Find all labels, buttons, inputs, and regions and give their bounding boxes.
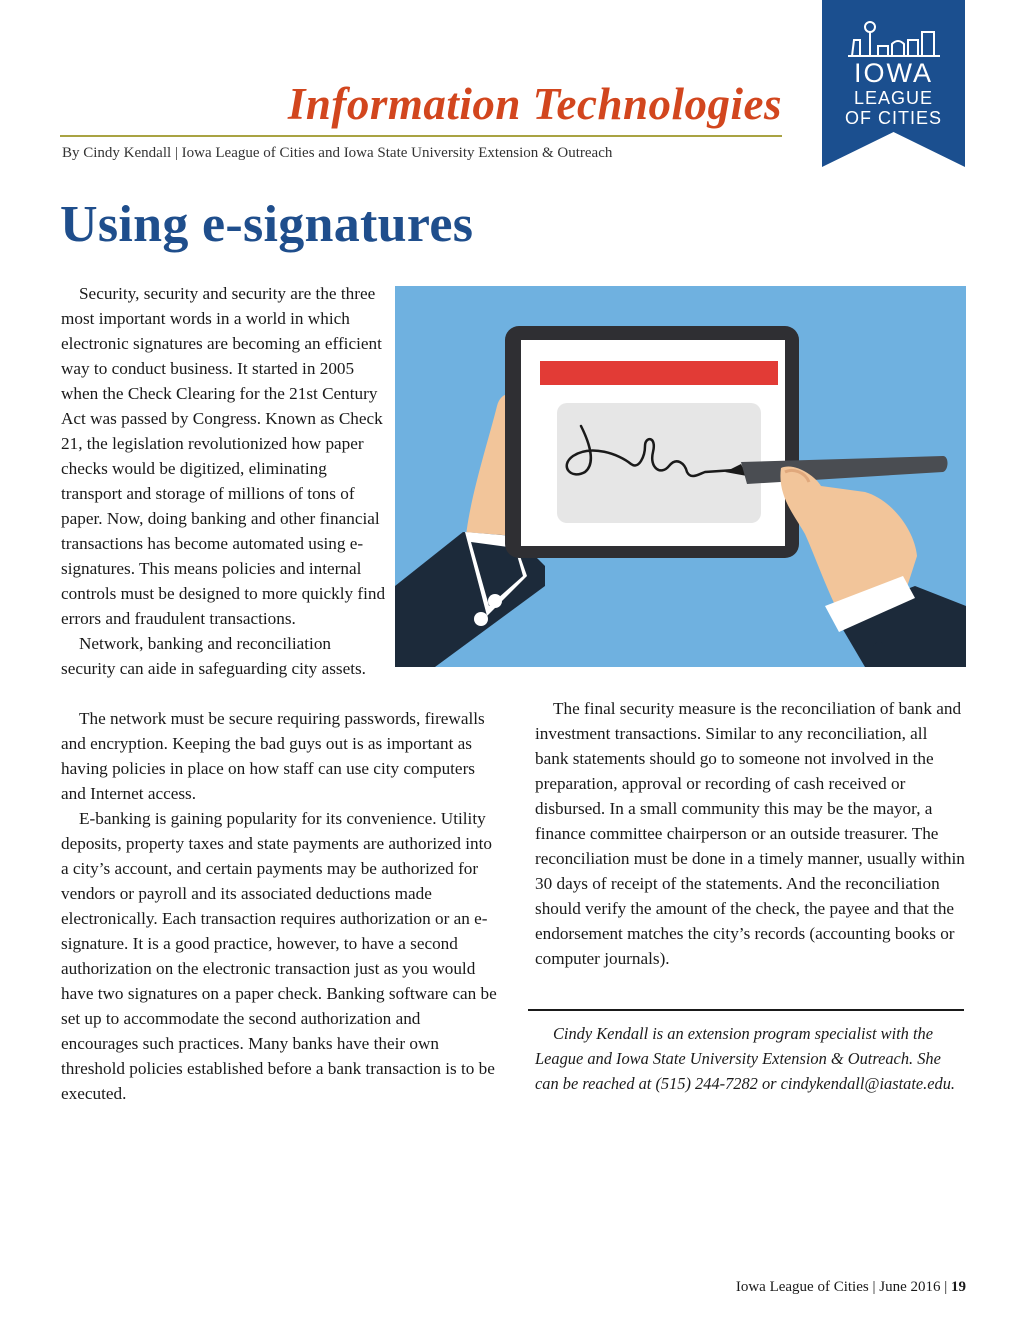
iowa-league-logo[interactable] xyxy=(822,0,965,167)
article-title: Using e-signatures xyxy=(60,196,474,253)
logo-iowa-text: IOWA xyxy=(854,58,933,88)
footer-separator: | xyxy=(872,1279,880,1295)
author-bio: Cindy Kendall is an extension program specialist with the League and Iowa State University Extension & Outreach. She can be reached at (515) 244-7282 or cindykendall@iastate.edu. xyxy=(535,1024,956,1093)
paragraph: The final security measure is the reconciliation of bank and investment transactions. Similar to any reconciliation, all bank statements should go to someone not involved in the preparation, approval or recording of cash received or disbursed. In a small community this may be the mayor, a finance committee chairperson or an outside treasurer. The reconciliation must be done in a timely manner, usually within 30 days of receipt of the statements. And the reconciliation should verify the amount of the check, the payee and that the endorsement matches the city’s records (accounting books or computer journals). xyxy=(535,699,965,968)
bio-divider xyxy=(528,1009,964,1011)
footer-issue: June 2016 xyxy=(879,1279,941,1295)
paragraph: The network must be secure requiring passwords, firewalls and encryption. Keeping the bad guys out is as important as having policies in place on how staff can use city computers and Internet access. xyxy=(61,709,485,803)
title-rule xyxy=(60,135,782,137)
paragraph: Network, banking and reconciliation security can aide in safeguarding city assets. xyxy=(61,634,366,678)
footer-publication: Iowa League of Cities xyxy=(735,1279,869,1295)
article-column-left-top xyxy=(61,281,386,681)
tablet-signature-illustration xyxy=(395,286,966,667)
footer-separator: | xyxy=(944,1279,951,1295)
tablet-device xyxy=(505,326,799,558)
section-title: Information Technologies xyxy=(287,79,782,129)
logo-league-text: LEAGUE xyxy=(853,88,934,108)
paragraph: E-banking is gaining popularity for its convenience. Utility deposits, property taxes and state payments are authorized into a city’s account, and certain payments may be authorized for vendors or payroll and its associated deductions made electronically. Each transaction requires authorization or an e-signature. It is a good practice, however, to have a second authorization on the electronic transaction just as you would have two signatures on a paper check. Banking software can be set up to accommodate the second authorization and encourages such practices. Many banks have their own threshold policies established before a bank transaction is to be executed. xyxy=(61,809,497,1103)
logo-cities-text: OF CITIES xyxy=(844,108,942,128)
article-column-right xyxy=(535,696,965,971)
article-column-left-bottom xyxy=(61,706,501,1106)
page-footer xyxy=(736,1279,966,1296)
paragraph: Security, security and security are the three most important words in a world in which electronic signatures are becoming an efficient way to conduct business. It started in 2005 when the Check Clearing for the 21st Century Act was passed by Congress. Known as Check 21, the legislation revolutionized how paper checks would be digitized, eliminating transport and storage of millions of tons of paper. Now, doing banking and other financial transactions has become automated using e-signatures. This means policies and internal controls must be designed to more quickly find errors and fraudulent transactions. xyxy=(61,284,386,628)
page-number: 19 xyxy=(951,1279,966,1295)
byline: By Cindy Kendall | Iowa League of Cities and Iowa State University Extension & Outreach xyxy=(62,145,613,161)
